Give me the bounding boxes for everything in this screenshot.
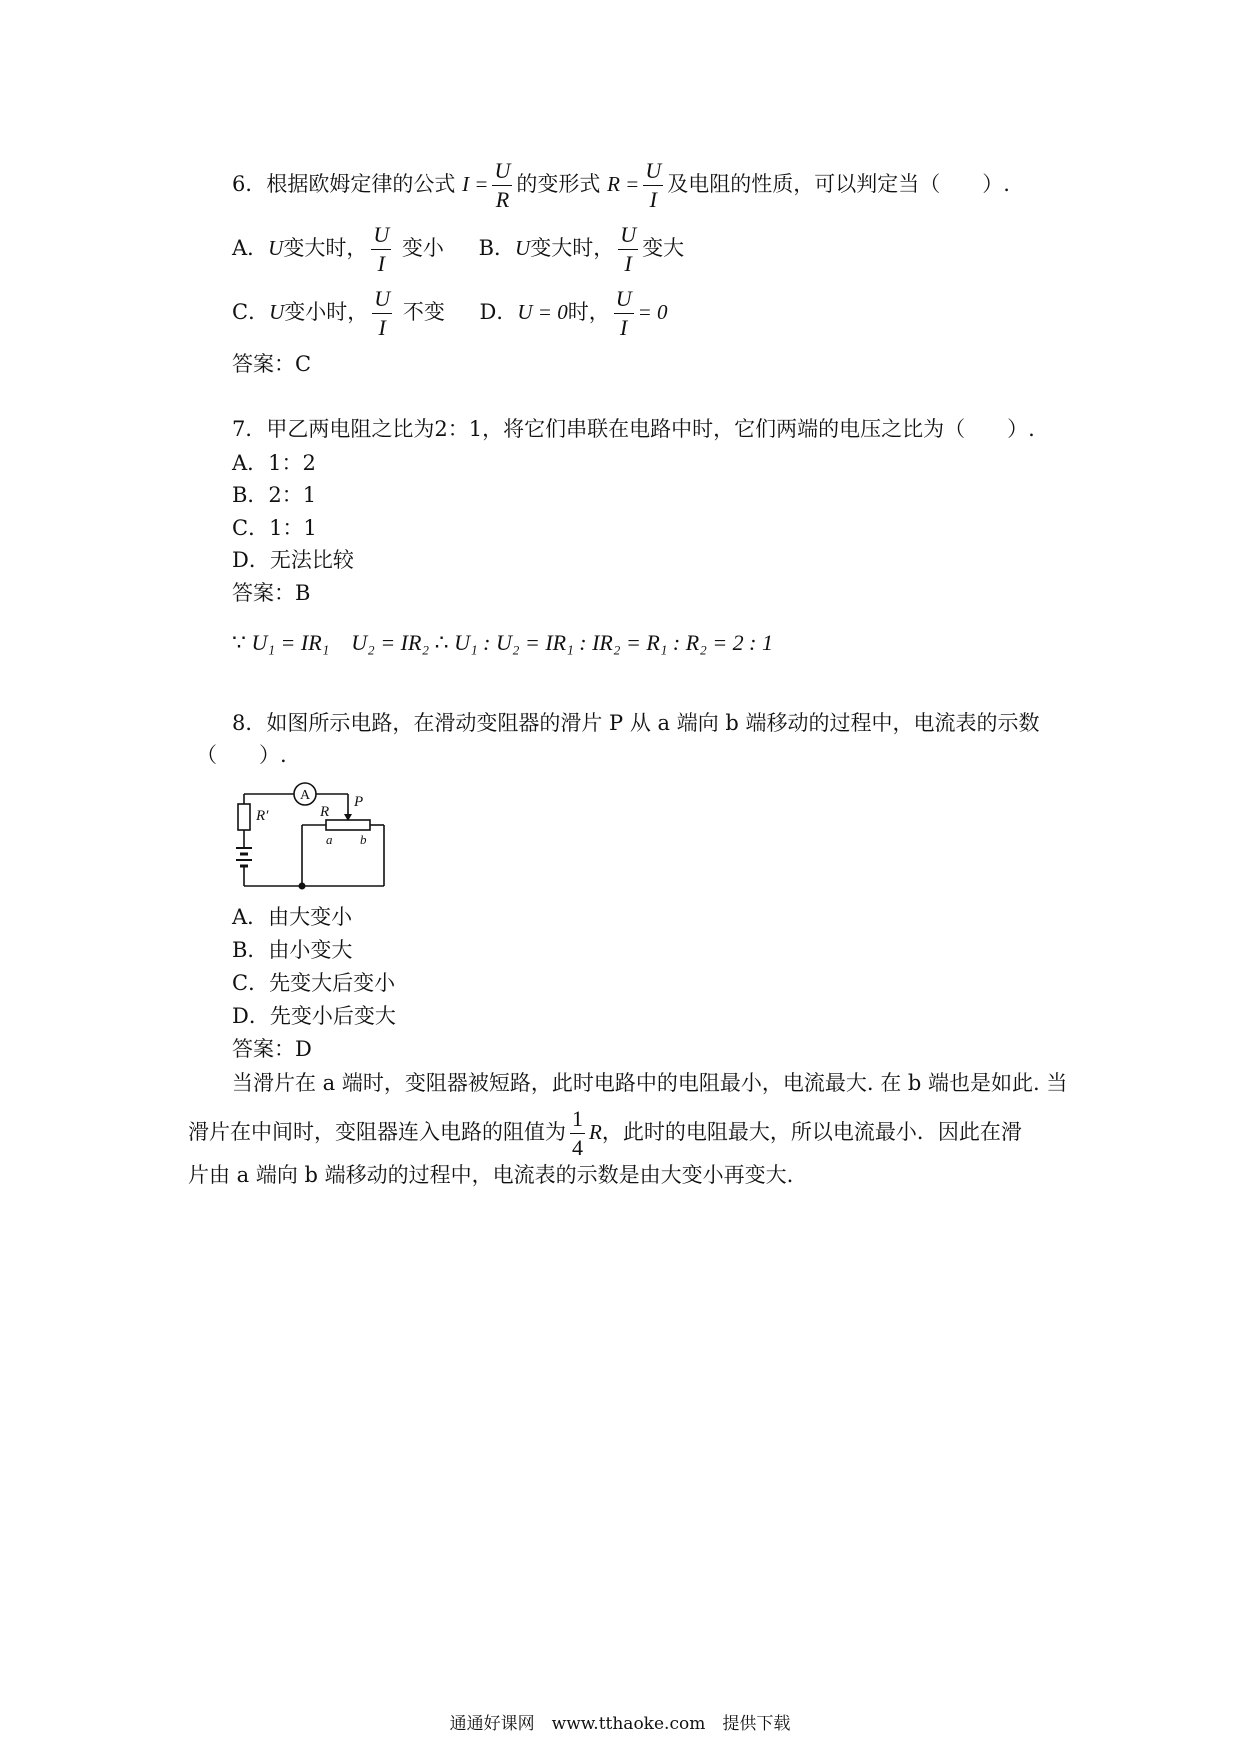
q6-optC-fraction	[372, 288, 392, 339]
q6-eq2-num: U	[643, 160, 663, 186]
q6-eq2-lhs: R =	[607, 172, 640, 196]
q7-eq3: U₁ : U₂ = IR₁ : IR₂ = R₁ : R₂ = 2 : 1	[454, 630, 774, 655]
q6-text-b: 的变形式	[516, 172, 601, 196]
q6-optA-fraction	[371, 224, 391, 275]
q7-option-c: C．1：1	[232, 516, 317, 540]
q6-optB-end: 变大	[642, 236, 685, 260]
q6-optA-var: U	[268, 236, 284, 260]
q6-optC-label: C．	[232, 300, 270, 324]
q6-options-cd	[232, 288, 668, 339]
q6-optC-end: 不变	[402, 300, 445, 324]
q6-optD-text: 时，	[567, 300, 610, 324]
q8-option-b: B．由小变大	[232, 938, 353, 962]
q8-exp-frac-var: R	[589, 1120, 602, 1144]
rheostat	[326, 820, 370, 830]
q8-explanation-line1: 当滑片在 a 端时，变阻器被短路，此时电路中的电阻最小，电流最大. 在 b 端也是如此. 当	[232, 1071, 1068, 1095]
q7-option-d: D．无法比较	[232, 548, 354, 572]
q7-eq2: U₂ = IR₂	[351, 630, 430, 655]
q7-option-b: B．2：1	[232, 483, 317, 507]
r-prime-label: R′	[256, 808, 269, 824]
footer: 通通好课网 www.tthaoke.com 提供下载	[449, 1714, 791, 1734]
q7-eq1: U₁ = IR₁	[251, 630, 330, 655]
q6-optA-den: I	[377, 251, 385, 276]
q8-option-d: D．先变小后变大	[232, 1004, 396, 1028]
q7-answer: 答案：B	[232, 581, 311, 605]
q6-optC-var: U	[269, 300, 285, 324]
fixed-resistor	[238, 804, 250, 830]
q6-optD-var: U = 0	[517, 300, 568, 324]
q6-eq1-num: U	[492, 160, 512, 186]
q6-optA-text: 变大时，	[283, 236, 368, 260]
q6-optB-fraction	[618, 224, 638, 275]
q8-explanation-line3: 片由 a 端向 b 端移动的过程中，电流表的示数是由大变小再变大.	[188, 1163, 794, 1187]
q6-optB-label: B．	[478, 236, 516, 260]
q8-explanation-line2	[188, 1108, 1022, 1159]
q6-optA-num: U	[371, 224, 391, 250]
q6-optB-den: I	[624, 251, 632, 276]
q6-optA-end: 变小	[401, 236, 444, 260]
b-label: b	[360, 832, 367, 847]
q6-optD-den: I	[619, 315, 628, 340]
q6-optD-fraction	[614, 288, 634, 339]
ammeter-label: A	[299, 788, 311, 803]
q7-option-a: A．1：2	[232, 451, 316, 475]
q8-option-a: A．由大变小	[232, 905, 353, 929]
q6-optC-den: I	[378, 315, 386, 340]
q6-eq1-fraction	[492, 160, 512, 211]
q6-eq2-den: I	[649, 187, 657, 212]
q6-eq1-den: R	[495, 187, 510, 212]
q6-text-a: 根据欧姆定律的公式	[266, 172, 456, 196]
q6-optA-label: A．	[232, 236, 269, 260]
q8-exp-l2a: 滑片在中间时，变阻器连入电路的阻值为	[188, 1120, 566, 1144]
a-label: a	[326, 832, 333, 847]
therefore-symbol: ∴	[434, 630, 449, 655]
q6-options-ab	[232, 224, 684, 275]
q6-eq2-fraction	[643, 160, 663, 211]
q6-optB-num: U	[618, 224, 638, 250]
p-label: P	[354, 794, 364, 810]
q6-optB-var: U	[515, 236, 531, 260]
q6-eq1-lhs: I =	[462, 172, 489, 196]
q8-exp-frac-den: 4	[572, 1135, 583, 1160]
q6-optC-num: U	[372, 288, 392, 314]
q6-number: 6．	[232, 172, 267, 196]
q6-question	[232, 160, 1010, 211]
q6-answer: 答案：C	[232, 352, 312, 376]
q6-optB-text: 变大时，	[530, 236, 615, 260]
q7-derivation	[232, 628, 773, 658]
r-label: R	[320, 804, 330, 820]
q8-exp-frac-num: 1	[570, 1108, 585, 1134]
because-symbol: ∵	[232, 630, 246, 655]
q8-option-c: C．先变大后变小	[232, 971, 396, 995]
q6-optD-label: D．	[479, 300, 518, 324]
q6-optD-end: = 0	[637, 300, 668, 324]
q8-answer: 答案：D	[232, 1037, 312, 1061]
q8-exp-l2b: ，此时的电阻最大，所以电流最小．因此在滑	[601, 1120, 1022, 1144]
q6-optC-text: 变小时，	[284, 300, 369, 324]
q7-question: 7．甲乙两电阻之比为2：1，将它们串联在电路中时，它们两端的电压之比为（ ）.	[232, 417, 1035, 441]
circuit-diagram	[232, 776, 392, 896]
q8-question-line2: （ ）.	[196, 743, 287, 767]
q6-optD-num: U	[614, 288, 634, 314]
q8-question-line1: 8．如图所示电路，在滑动变阻器的滑片 P 从 a 端向 b 端移动的过程中，电流表的示数	[232, 711, 1040, 735]
q6-text-c: 及电阻的性质，可以判定当（ ）.	[667, 172, 1010, 196]
q8-exp-fraction	[570, 1108, 585, 1159]
junction-dot	[299, 883, 306, 890]
